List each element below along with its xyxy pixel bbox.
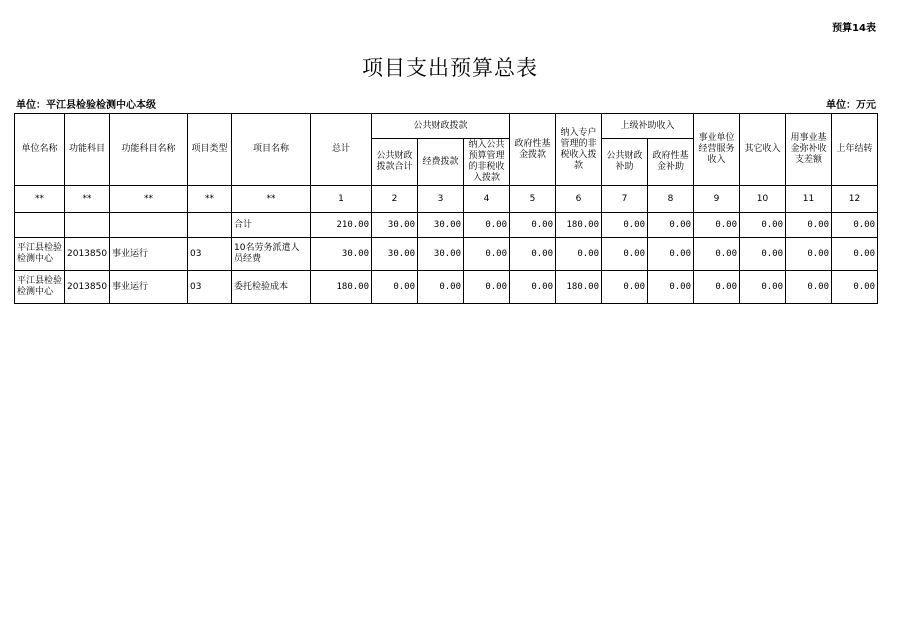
value-cell: 0.00 (786, 238, 832, 271)
index-cell: 6 (556, 186, 602, 213)
total-row (15, 213, 878, 238)
index-cell: 12 (832, 186, 878, 213)
form-number: 预算14表 (832, 23, 876, 34)
header-special-nontax: 纳入专户管理的非税收入拨款 (556, 114, 602, 186)
value-cell: 0.00 (372, 271, 418, 304)
value-cell: 0.00 (648, 271, 694, 304)
header-carryover: 上年结转 (832, 114, 878, 186)
total-value: 0.00 (510, 213, 556, 238)
index-cell: ** (15, 186, 65, 213)
index-cell: 4 (464, 186, 510, 213)
header-function-code: 功能科目 (65, 114, 110, 186)
index-row (15, 186, 878, 213)
header-project-name: 项目名称 (232, 114, 311, 186)
header-gov-fund: 政府性基金拨款 (510, 114, 556, 186)
index-cell: 1 (311, 186, 372, 213)
value-cell: 0.00 (510, 271, 556, 304)
index-cell: 10 (740, 186, 786, 213)
value-cell: 0.00 (832, 238, 878, 271)
total-value: 180.00 (556, 213, 602, 238)
header-us-fund: 政府性基金补助 (648, 139, 694, 186)
currency-unit-label: 单位：万元 (826, 100, 876, 111)
value-cell: 0.00 (694, 238, 740, 271)
header-pf-total: 公共财政拨款合计 (372, 139, 418, 186)
total-label: 合计 (232, 213, 311, 238)
value-cell: 0.00 (648, 238, 694, 271)
header-pf-nontax: 纳入公共预算管理的非税收入拨款 (464, 139, 510, 186)
value-cell: 0.00 (602, 271, 648, 304)
header-other-income: 其它收入 (740, 114, 786, 186)
header-us-public: 公共财政补助 (602, 139, 648, 186)
total-value: 210.00 (311, 213, 372, 238)
value-cell: 0.00 (832, 271, 878, 304)
page-title: 项目支出预算总表 (362, 56, 538, 80)
header-fund-gap: 用事业基金弥补收支差额 (786, 114, 832, 186)
total-value: 0.00 (740, 213, 786, 238)
index-cell: 5 (510, 186, 556, 213)
value-cell: 0.00 (510, 238, 556, 271)
value-cell: 180.00 (311, 271, 372, 304)
unit-label: 单位：平江县检验检测中心本级 (16, 100, 156, 111)
empty-cell (65, 213, 110, 238)
total-value: 0.00 (602, 213, 648, 238)
index-cell: 11 (786, 186, 832, 213)
value-cell: 0.00 (418, 271, 464, 304)
value-cell: 30.00 (372, 238, 418, 271)
header-public-finance: 公共财政拨款 (372, 114, 510, 139)
header-unit-name: 单位名称 (15, 114, 65, 186)
header-upper-subsidy: 上级补助收入 (602, 114, 694, 139)
value-cell: 0.00 (740, 271, 786, 304)
index-cell: ** (65, 186, 110, 213)
total-value: 30.00 (372, 213, 418, 238)
total-value: 30.00 (418, 213, 464, 238)
index-cell: 3 (418, 186, 464, 213)
total-value: 0.00 (694, 213, 740, 238)
budget-table (14, 113, 878, 304)
index-cell: ** (232, 186, 311, 213)
unit-name-cell: 平江县检验检测中心 (15, 271, 65, 304)
project-type-cell: 03 (188, 271, 232, 304)
project-type-cell: 03 (188, 238, 232, 271)
total-value: 0.00 (648, 213, 694, 238)
index-cell: ** (110, 186, 188, 213)
empty-cell (110, 213, 188, 238)
value-cell: 0.00 (556, 238, 602, 271)
function-code-cell: 2013850 (65, 238, 110, 271)
empty-cell (15, 213, 65, 238)
index-cell: 2 (372, 186, 418, 213)
index-cell: 7 (602, 186, 648, 213)
value-cell: 0.00 (464, 271, 510, 304)
table-row (15, 238, 878, 271)
total-value: 0.00 (786, 213, 832, 238)
unit-name-cell: 平江县检验检测中心 (15, 238, 65, 271)
function-name-cell: 事业运行 (110, 271, 188, 304)
index-cell: ** (188, 186, 232, 213)
index-cell: 9 (694, 186, 740, 213)
header-function-name: 功能科目名称 (110, 114, 188, 186)
value-cell: 0.00 (694, 271, 740, 304)
empty-cell (188, 213, 232, 238)
header-project-type: 项目类型 (188, 114, 232, 186)
header-operating-income: 事业单位经营服务收入 (694, 114, 740, 186)
value-cell: 0.00 (740, 238, 786, 271)
function-name-cell: 事业运行 (110, 238, 188, 271)
function-code-cell: 2013850 (65, 271, 110, 304)
value-cell: 30.00 (418, 238, 464, 271)
value-cell: 0.00 (602, 238, 648, 271)
project-name-cell: 10名劳务派遣人员经费 (232, 238, 311, 271)
value-cell: 0.00 (464, 238, 510, 271)
value-cell: 0.00 (786, 271, 832, 304)
value-cell: 30.00 (311, 238, 372, 271)
value-cell: 180.00 (556, 271, 602, 304)
project-name-cell: 委托检验成本 (232, 271, 311, 304)
header-pf-fee: 经费拨款 (418, 139, 464, 186)
index-cell: 8 (648, 186, 694, 213)
total-value: 0.00 (464, 213, 510, 238)
total-value: 0.00 (832, 213, 878, 238)
table-row (15, 271, 878, 304)
header-total: 总计 (311, 114, 372, 186)
